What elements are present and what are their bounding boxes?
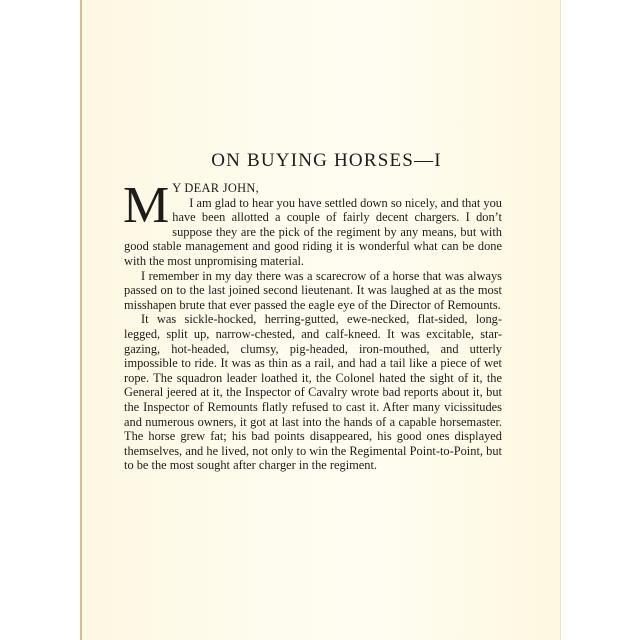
paragraph-2: I remember in my day there was a scarecrow of a horse that was always passed on to the last joined second lieutenant. It was laughed at as the most misshapen brute that ever passed the eagle eye of the Director of Remounts.	[124, 268, 502, 312]
letter-body	[123, 177, 502, 473]
book-page	[80, 0, 561, 640]
paragraph-opening	[123, 177, 502, 269]
drop-cap: M	[123, 177, 170, 234]
paragraph-1: I am glad to hear you have settled down so nicely, and that you have been allotted a couple of fairly decent chargers. I don’t suppose they are the pick of the regiment by any means, but with good stable management and good riding it is wonderful what can be done with the most unpromising material.	[124, 195, 502, 268]
salutation: Y DEAR JOHN,	[172, 181, 260, 195]
paragraph-3: It was sickle-hocked, herring-gutted, ewe-necked, flat-sided, long-legged, split up, narrow-chested, and calf-kneed. It was excitable, star-gazing, hot-headed, clumsy, pig-headed, iron-mouthed, and utterly impossible to ride. It was as thin as a rail, and had a tail like a piece of wet rope. The squadron leader loathed it, the Colonel hated the sight of it, the General jeered at it, the Inspector of Cavalry wrote bad reports about it, but the Inspector of Remounts flatly refused to cast it. After many vicissitudes and numerous owners, it got at last into the hands of a capable horsemaster. The horse grew fat; his bad points disappeared, his good ones displayed themselves, and he lived, not only to win the Regimental Point-to-Point, but to be the most sought after charger in the regiment.	[124, 312, 502, 473]
chapter-title: ON BUYING HORSES—I	[211, 150, 442, 171]
